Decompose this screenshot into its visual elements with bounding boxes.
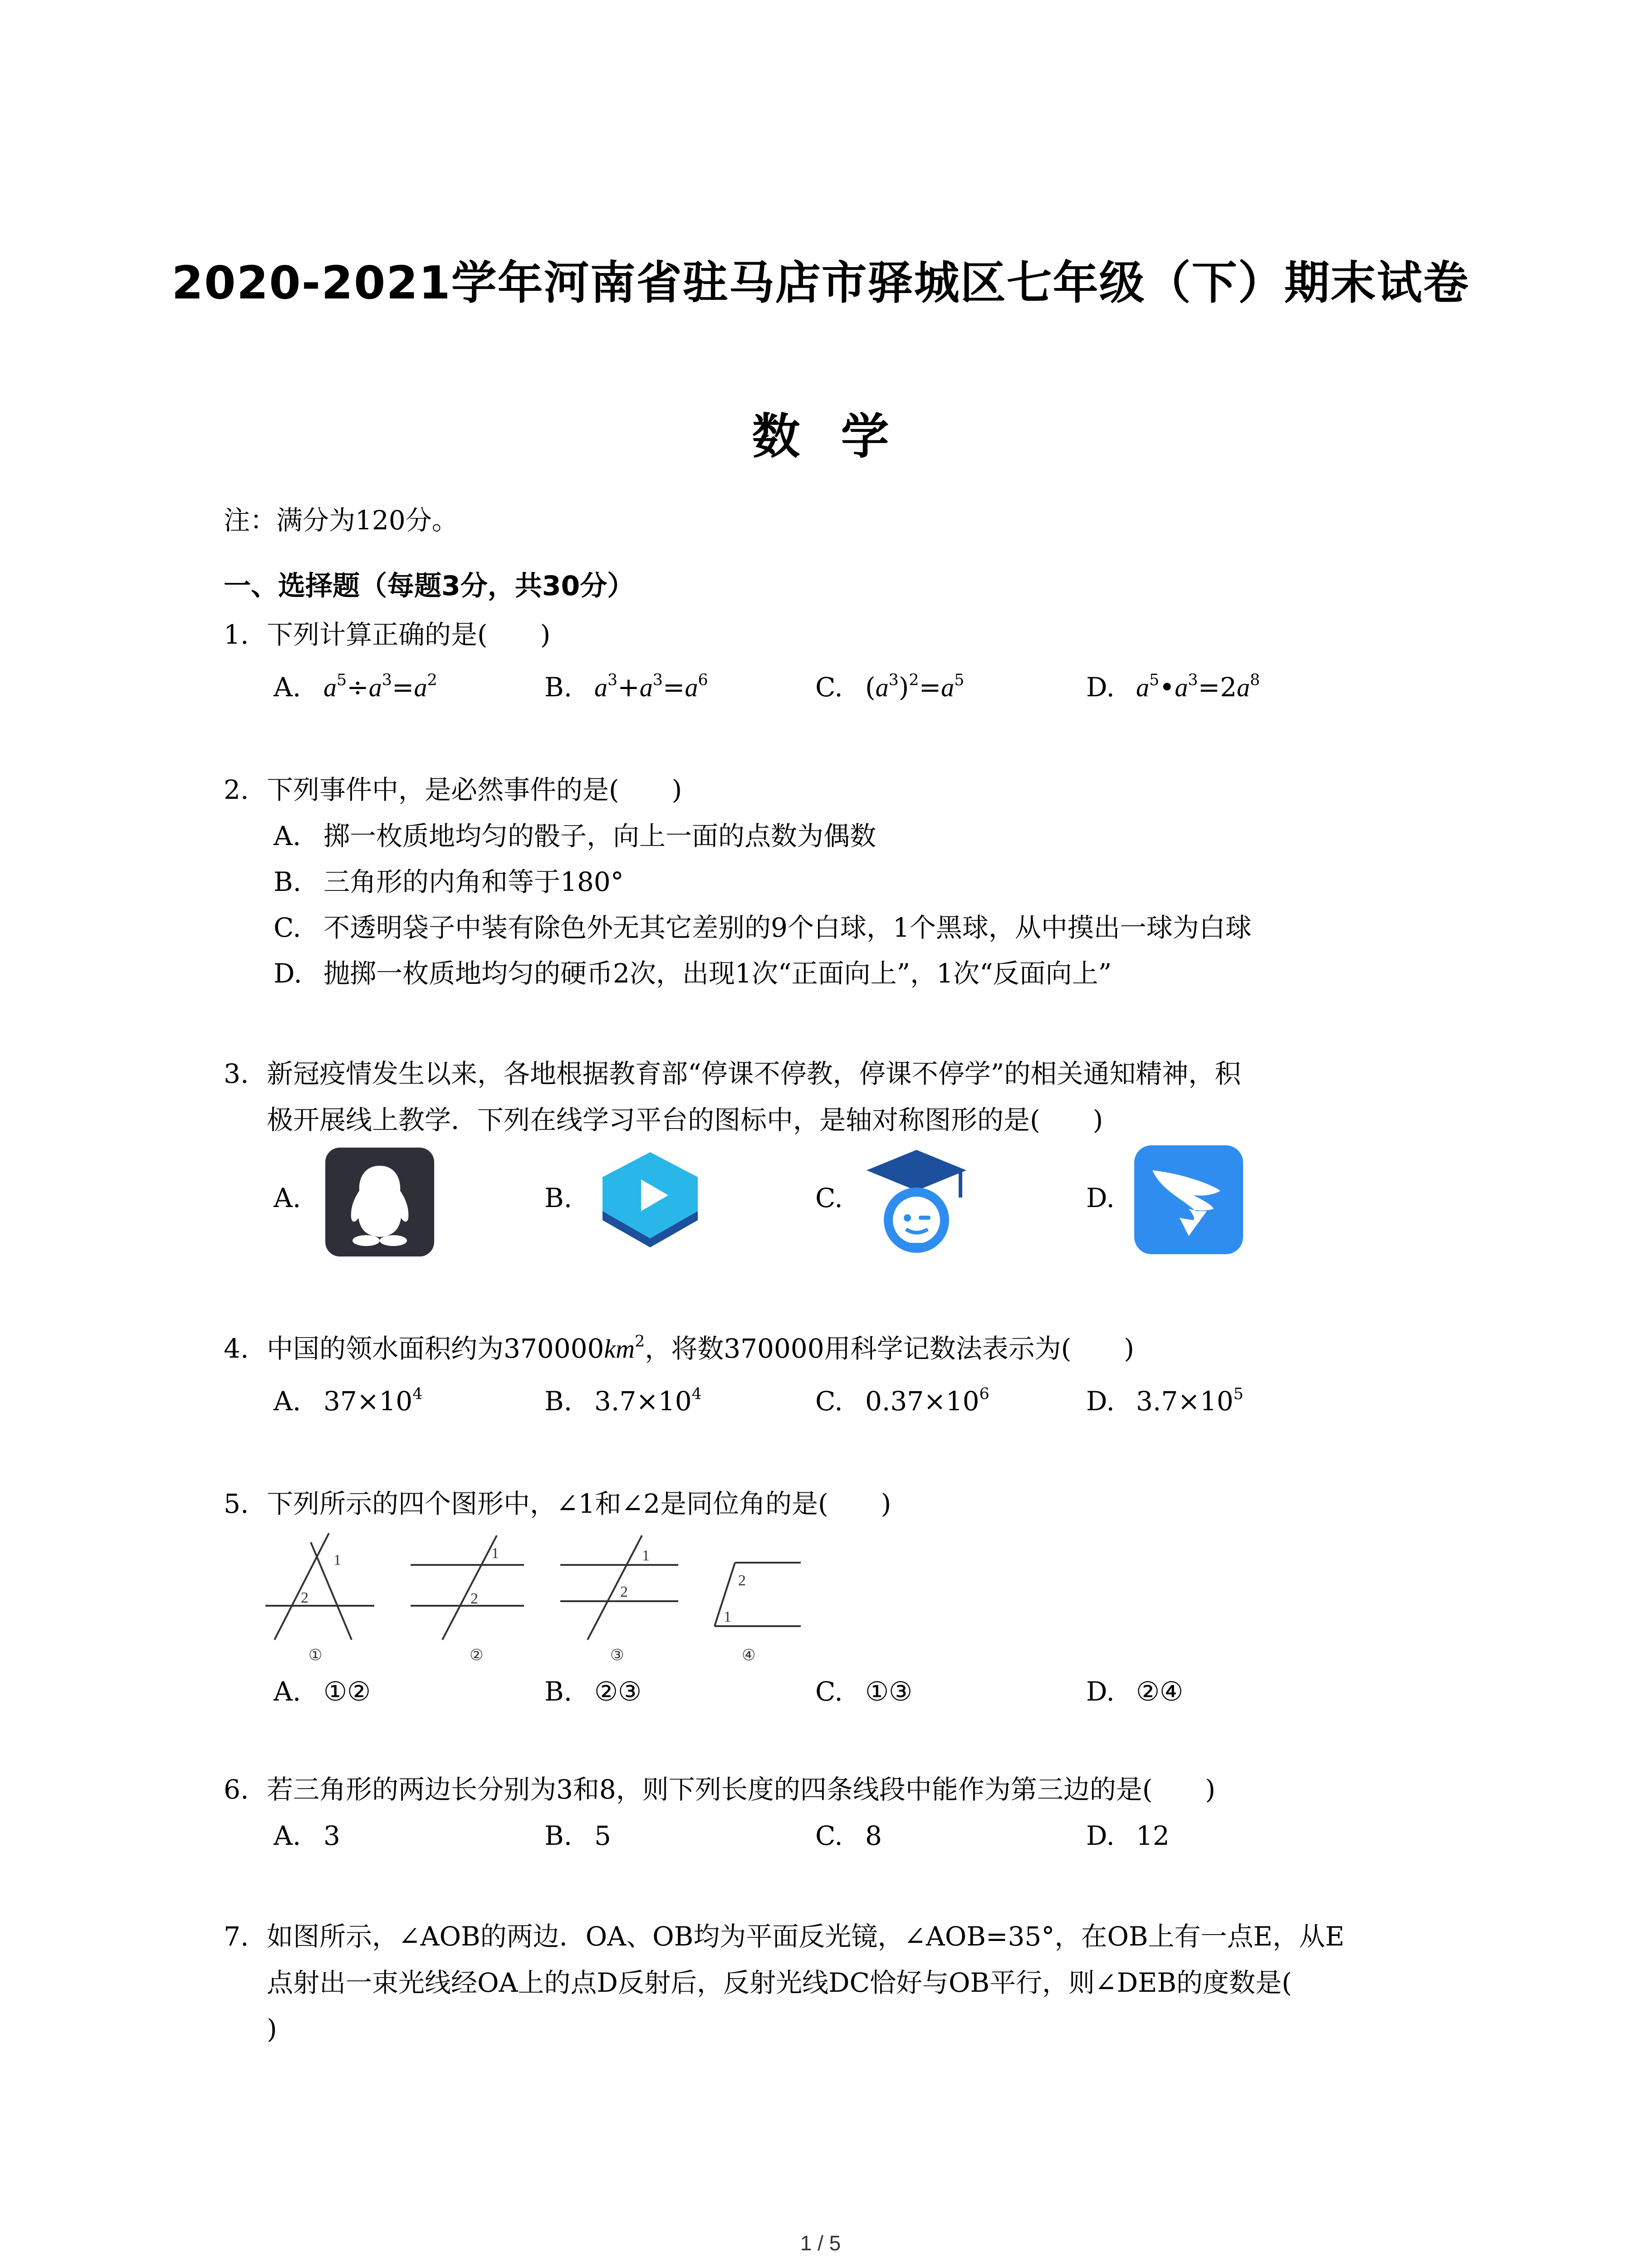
q3-label-c: C.	[815, 1183, 843, 1213]
q1-option-d: D. $a^5•a^3=2a^8$	[1086, 671, 1260, 703]
q3-stem-line2: 极开展线上教学．下列在线学习平台的图标中，是轴对称图形的是( )	[267, 1105, 1103, 1135]
page-title: 2020-2021学年河南省驻马店市驿城区七年级（下）期末试卷	[171, 256, 1470, 309]
q5-option-c: C. ①③	[815, 1676, 912, 1707]
svg-text:1: 1	[333, 1552, 341, 1569]
q1-option-a: A. $a^5\div a^3=a^2$	[274, 671, 437, 703]
svg-text:1: 1	[724, 1608, 731, 1625]
q6-stem: 若三角形的两边长分别为3和8，则下列长度的四条线段中能作为第三边的是( )	[267, 1774, 1216, 1805]
q6-option-b: B. 5	[544, 1820, 611, 1851]
qq-penguin-icon	[323, 1145, 436, 1259]
q5-option-a: A. ①②	[274, 1676, 371, 1707]
figure-2	[411, 1535, 524, 1664]
q2-option-c: C. 不透明袋子中装有除色外无其它差别的9个白球，1个黑球，从中摸出一球为白球	[274, 912, 1252, 943]
q5-option-b: B. ②③	[544, 1676, 642, 1707]
svg-text:2: 2	[620, 1584, 628, 1600]
wing-app-icon	[1134, 1145, 1243, 1254]
q4-option-c: C. $0.37\times 10^6$	[815, 1385, 989, 1417]
figure-3	[560, 1535, 678, 1664]
q3-label-d: D.	[1086, 1183, 1115, 1213]
q4-option-d: D. $3.7\times 10^5$	[1086, 1385, 1244, 1417]
q3-label-b: B.	[544, 1183, 573, 1213]
q2-option-a: A. 掷一枚质地均匀的骰子，向上一面的点数为偶数	[274, 821, 877, 851]
q2-option-d: D. 抛掷一枚质地均匀的硬币2次，出现1次“正面向上”，1次“反面向上”	[274, 958, 1112, 989]
q4-option-b: B. $3.7\times 10^4$	[544, 1385, 702, 1417]
q5-option-d: D. ②④	[1086, 1676, 1183, 1707]
q6-option-d: D. 12	[1086, 1820, 1170, 1851]
figure-4	[715, 1563, 801, 1664]
svg-text:①: ①	[309, 1647, 323, 1664]
svg-text:④: ④	[742, 1647, 756, 1664]
q6-option-a: A. 3	[274, 1820, 340, 1851]
q7-stem-line3: )	[267, 2014, 277, 2044]
q3-label-a: A.	[274, 1183, 301, 1213]
q4-number: 4.	[224, 1333, 249, 1364]
q7-stem-line1: 如图所示，∠AOB的两边．OA、OB均为平面反光镜，∠AOB=35°，在OB上有一点E，从E	[267, 1921, 1345, 1952]
q2-number: 2.	[224, 774, 249, 805]
q5-number: 5.	[224, 1488, 249, 1519]
svg-text:②: ②	[470, 1647, 484, 1664]
svg-text:2: 2	[301, 1589, 309, 1606]
section-heading: 一、选择题（每题3分，共30分）	[224, 570, 635, 602]
svg-text:1: 1	[491, 1545, 499, 1562]
q7-number: 7.	[224, 1921, 249, 1952]
svg-text:1: 1	[642, 1547, 650, 1564]
q2-option-b: B. 三角形的内角和等于180°	[274, 866, 624, 897]
q5-stem: 下列所示的四个图形中，∠1和∠2是同位角的是( )	[267, 1488, 892, 1519]
q6-option-c: C. 8	[815, 1820, 882, 1851]
q3-number: 3.	[224, 1058, 249, 1089]
page-number: 1 / 5	[800, 2231, 841, 2255]
q6-number: 6.	[224, 1774, 249, 1805]
q7-stem-line2: 点射出一束光线经OA上的点D反射后，反射光线DC恰好与OB平行，则∠DEB的度数是(	[267, 1967, 1292, 1998]
q1-option-b: B. $a^3+a^3=a^6$	[544, 671, 708, 703]
svg-text:③: ③	[610, 1647, 624, 1664]
graduation-cap-icon	[864, 1145, 969, 1259]
subject-title: 数学	[752, 409, 930, 464]
score-note: 注：满分为120分。	[224, 505, 458, 536]
figure-1	[265, 1533, 374, 1664]
q3-stem-line1: 新冠疫情发生以来，各地根据教育部“停课不停教，停课不停学”的相关通知精神，积	[267, 1058, 1241, 1089]
q1-number: 1.	[224, 619, 249, 650]
q1-option-c: C. $(a^3)^2=a^5$	[815, 671, 965, 703]
q1-stem: 下列计算正确的是( )	[267, 619, 551, 650]
svg-text:2: 2	[738, 1572, 746, 1589]
q4-stem: 中国的领水面积约为$370000km^2$，将数370000用科学记数法表示为( )	[267, 1332, 1134, 1364]
q2-stem: 下列事件中，是必然事件的是( )	[267, 774, 682, 805]
play-layers-icon	[593, 1152, 707, 1252]
q4-option-a: A. $37\times 10^4$	[274, 1385, 423, 1417]
svg-text:2: 2	[470, 1590, 478, 1607]
angle-figures	[261, 1529, 819, 1665]
